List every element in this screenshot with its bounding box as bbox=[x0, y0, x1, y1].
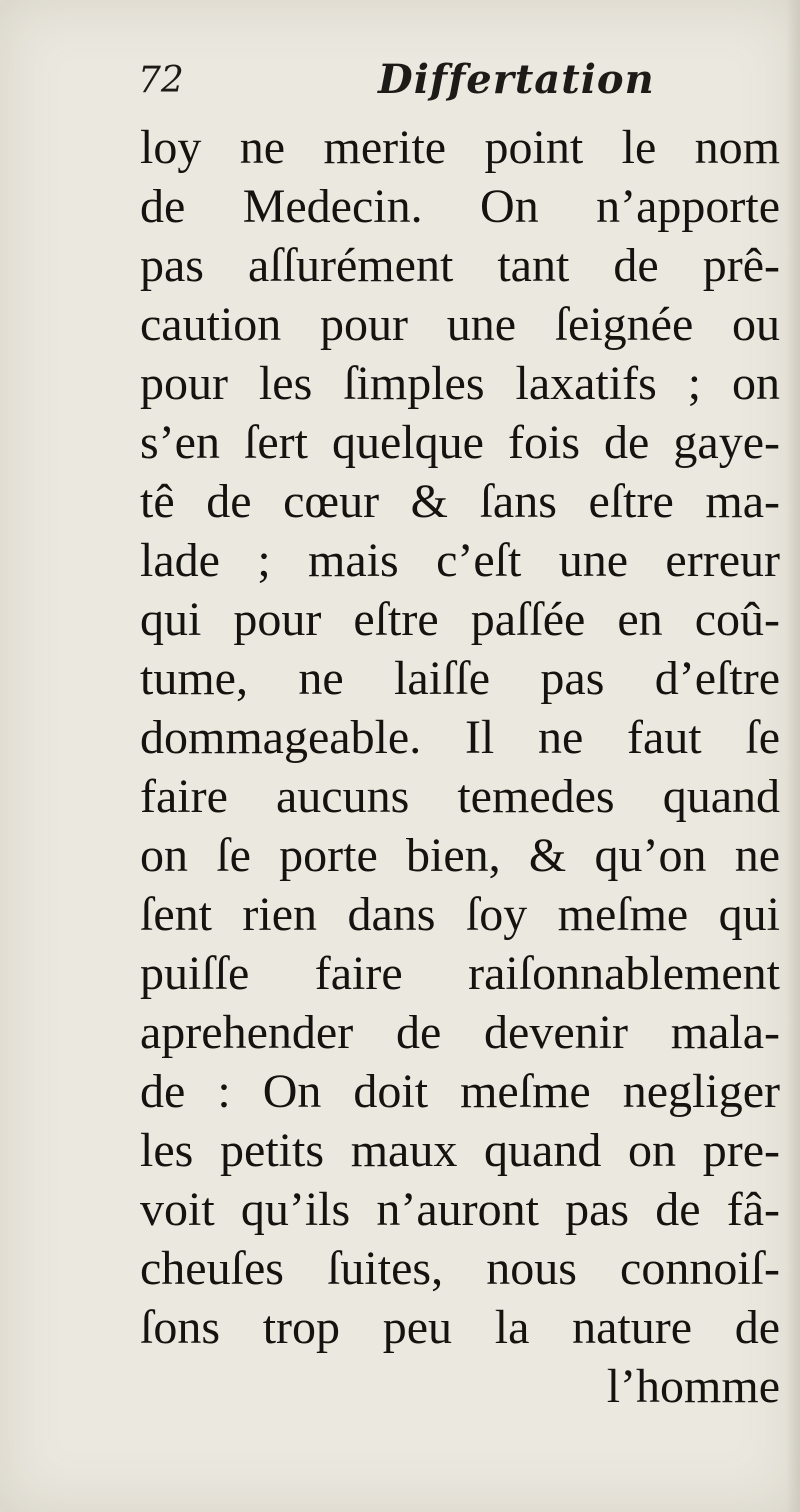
text-line: lade ; mais c’eſt une erreur bbox=[140, 534, 780, 587]
text-line: tume, ne laiſſe pas d’eſtre bbox=[140, 652, 780, 705]
text-line: dommageable. Il ne faut ſe bbox=[140, 711, 780, 764]
text-line: caution pour une ſeignée ou bbox=[140, 298, 780, 351]
text-line: ſent rien dans ſoy meſme qui bbox=[140, 888, 780, 941]
text-line: pour les ſimples laxatifs ; on bbox=[140, 357, 780, 410]
text-line: qui pour eſtre paſſée en coû- bbox=[140, 593, 780, 646]
text-line: s’en ſert quelque fois de gaye- bbox=[140, 416, 780, 469]
text-line: les petits maux quand on pre- bbox=[140, 1124, 780, 1177]
text-line: puiſſe faire raiſonnablement bbox=[140, 947, 780, 1000]
page-number: 72 bbox=[138, 60, 184, 101]
page-header bbox=[138, 52, 778, 112]
body-text bbox=[140, 118, 780, 1416]
text-line: tê de cœur & ſans eſtre ma- bbox=[140, 475, 780, 528]
text-line: de Medecin. On n’apporte bbox=[140, 180, 780, 233]
text-line: pas aſſurément tant de prê- bbox=[140, 239, 780, 292]
text-line: cheuſes ſuites, nous connoiſ- bbox=[140, 1242, 780, 1295]
text-line: faire aucuns temedes quand bbox=[140, 770, 780, 823]
text-line: on ſe porte bien, & qu’on ne bbox=[140, 829, 780, 882]
running-title: Differtation bbox=[378, 56, 655, 103]
page-edge-shadow bbox=[786, 0, 800, 1512]
catchword: l’homme bbox=[606, 1360, 780, 1413]
text-line: aprehender de devenir mala- bbox=[140, 1006, 780, 1059]
text-line: loy ne merite point le nom bbox=[140, 121, 780, 174]
text-line: ſons trop peu la nature de bbox=[140, 1301, 780, 1354]
text-line: de : On doit meſme negliger bbox=[140, 1065, 780, 1118]
text-line: voit qu’ils n’auront pas de fâ- bbox=[140, 1183, 780, 1236]
